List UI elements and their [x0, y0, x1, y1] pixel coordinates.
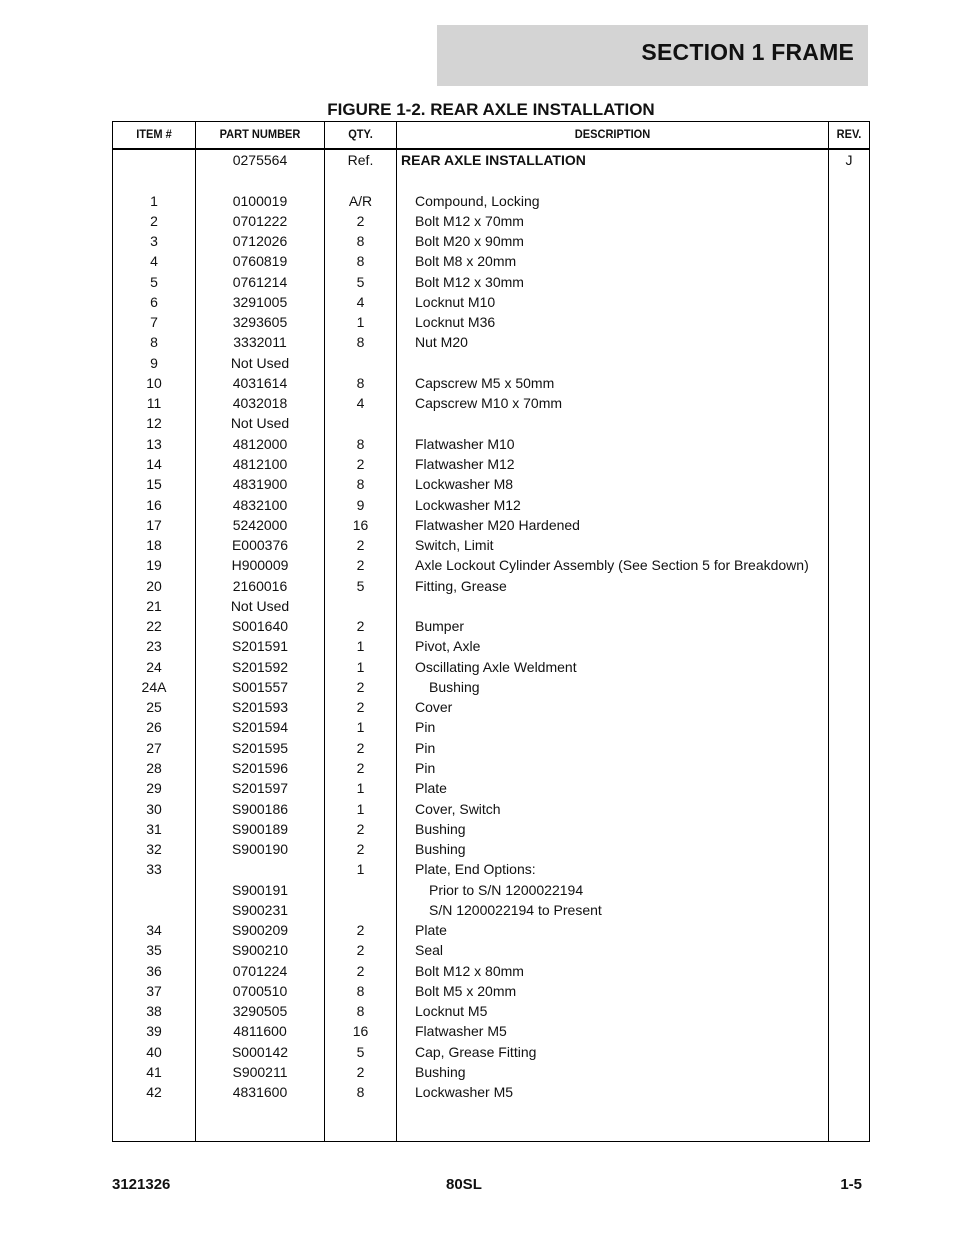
description-cell: Pin: [415, 719, 436, 736]
table-row: [113, 758, 869, 778]
description-cell: Capscrew M5 x 50mm: [415, 374, 555, 391]
item-cell: 11: [146, 395, 162, 412]
table-row: [113, 454, 869, 474]
table-row: [113, 312, 869, 332]
part-number-cell: S900211: [232, 1063, 288, 1080]
qty-cell: 2: [356, 557, 365, 574]
table-row: [113, 799, 869, 819]
qty-cell: 2: [356, 1063, 365, 1080]
qty-cell: 1: [356, 638, 365, 655]
item-cell: 24: [146, 658, 162, 675]
item-cell: 34: [146, 922, 162, 939]
item-cell: 35: [146, 942, 162, 959]
item-cell: 32: [146, 841, 162, 858]
item-cell: 7: [150, 314, 158, 331]
description-cell: Locknut M10: [415, 293, 496, 310]
table-row: [113, 961, 869, 981]
qty-cell: 4: [356, 293, 365, 310]
qty-cell: 8: [356, 334, 365, 351]
item-cell: 14: [146, 455, 162, 472]
qty-cell: 2: [356, 618, 365, 635]
description-cell: Flatwasher M12: [415, 455, 515, 472]
part-number-cell: E000376: [231, 537, 289, 554]
description-cell: Bushing: [429, 678, 480, 695]
table-row: [113, 839, 869, 859]
qty-cell: Ref.: [347, 152, 374, 168]
qty-cell: 2: [356, 759, 365, 776]
description-cell: Capscrew M10 x 70mm: [415, 395, 563, 412]
part-number-cell: S900210: [231, 942, 289, 959]
table-row: [113, 576, 869, 596]
part-number-cell: 4812100: [232, 455, 288, 472]
table-row: [113, 1062, 869, 1082]
description-cell: S/N 1200022194 to Present: [429, 901, 602, 918]
table-row: [113, 515, 869, 535]
part-number-cell: Not Used: [230, 354, 290, 371]
table-body: [113, 150, 869, 1102]
description-cell: Bushing: [415, 841, 466, 858]
qty-cell: 2: [356, 699, 365, 716]
part-number-cell: 0760819: [232, 253, 288, 270]
table-row: [113, 555, 869, 575]
item-cell: 38: [146, 1003, 162, 1020]
description-cell: Bolt M20 x 90mm: [415, 233, 524, 250]
qty-cell: 8: [356, 253, 365, 270]
part-number-cell: S900190: [231, 841, 289, 858]
table-row: [113, 900, 869, 920]
table-row: [113, 636, 869, 656]
table-row: [113, 474, 869, 494]
item-cell: 26: [146, 719, 162, 736]
item-cell: 29: [146, 780, 162, 797]
table-row: [113, 373, 869, 393]
part-number-cell: S201592: [231, 658, 289, 675]
description-cell: Lockwasher M8: [415, 476, 514, 493]
part-number-cell: 4031614: [232, 374, 288, 391]
description-cell: Pin: [415, 739, 436, 756]
qty-cell: 1: [356, 719, 365, 736]
item-cell: 40: [146, 1043, 162, 1060]
item-cell: 39: [146, 1023, 162, 1040]
description-cell: Axle Lockout Cylinder Assembly (See Section 5 for Breakdown): [415, 557, 809, 574]
description-cell: Lockwasher M5: [415, 1084, 514, 1101]
item-cell: 28: [146, 759, 162, 776]
table-row: [113, 657, 869, 677]
qty-cell: 8: [356, 1084, 365, 1101]
qty-cell: 8: [356, 435, 365, 452]
item-cell: 17: [146, 516, 162, 533]
table-row: [113, 191, 869, 211]
part-number-cell: 4832100: [232, 496, 288, 513]
description-cell: Bolt M12 x 70mm: [415, 212, 524, 229]
item-cell: 10: [146, 374, 162, 391]
description-cell: Bolt M12 x 30mm: [415, 273, 524, 290]
description-cell: Flatwasher M10: [415, 435, 515, 452]
table-row: [113, 1042, 869, 1062]
item-cell: 6: [150, 293, 158, 310]
table-row: [113, 434, 869, 454]
qty-cell: 2: [356, 962, 365, 979]
part-number-cell: S201595: [231, 739, 289, 756]
description-cell: Cover: [415, 699, 453, 716]
qty-cell: 2: [356, 820, 365, 837]
footer-page-number: 1-5: [840, 1176, 862, 1193]
qty-cell: 4: [356, 395, 365, 412]
description-cell: Oscillating Axle Weldment: [415, 658, 577, 675]
item-cell: 31: [146, 820, 162, 837]
table-row: [113, 717, 869, 737]
description-cell: REAR AXLE INSTALLATION: [401, 152, 586, 168]
qty-cell: 2: [356, 678, 365, 695]
part-number-cell: S900191: [231, 881, 289, 898]
part-number-cell: 2160016: [232, 577, 288, 594]
description-cell: Bolt M12 x 80mm: [415, 962, 524, 979]
section-header-title: SECTION 1 FRAME: [641, 39, 854, 65]
item-cell: 13: [146, 435, 162, 452]
item-cell: 22: [146, 618, 162, 635]
table-row: [113, 393, 869, 413]
description-cell: Cover, Switch: [415, 800, 501, 817]
qty-cell: 1: [356, 800, 365, 817]
part-number-cell: 3291005: [232, 293, 288, 310]
qty-cell: 2: [356, 537, 365, 554]
qty-cell: 8: [356, 1003, 365, 1020]
part-number-cell: S201596: [231, 759, 289, 776]
item-cell: 25: [146, 699, 162, 716]
description-cell: Bumper: [415, 618, 465, 635]
item-cell: 1: [150, 192, 158, 209]
item-cell: 18: [146, 537, 162, 554]
table-row: [113, 292, 869, 312]
part-number-cell: S900231: [231, 901, 289, 918]
table-row: [113, 940, 869, 960]
table-row: [113, 859, 869, 879]
part-number-cell: 5242000: [232, 516, 288, 533]
table-row: [113, 272, 869, 292]
description-cell: Bolt M5 x 20mm: [415, 982, 517, 999]
item-cell: 33: [146, 861, 162, 878]
qty-cell: 5: [356, 273, 365, 290]
description-cell: Pivot, Axle: [415, 638, 481, 655]
part-number-cell: S000142: [231, 1043, 289, 1060]
table-row: [113, 677, 869, 697]
item-cell: 12: [146, 415, 162, 432]
footer-model: 80SL: [446, 1176, 482, 1193]
part-number-cell: S201593: [231, 699, 289, 716]
table-row: [113, 353, 869, 373]
part-number-cell: 0712026: [232, 233, 288, 250]
qty-cell: A/R: [348, 192, 373, 209]
footer-doc-number: 3121326: [112, 1176, 171, 1193]
qty-cell: 2: [356, 455, 365, 472]
item-cell: 9: [150, 354, 158, 371]
description-cell: Compound, Locking: [415, 192, 540, 209]
table-row: [113, 819, 869, 839]
qty-cell: 8: [356, 374, 365, 391]
table-row: [113, 596, 869, 616]
table-row: [113, 231, 869, 251]
part-number-cell: S001640: [231, 618, 289, 635]
table-row: [113, 332, 869, 352]
item-cell: 2: [150, 212, 158, 229]
description-cell: Seal: [415, 942, 444, 959]
part-number-cell: 4032018: [232, 395, 288, 412]
item-cell: 19: [146, 557, 162, 574]
table-row: [113, 495, 869, 515]
table-row: [113, 1001, 869, 1021]
qty-cell: 1: [356, 314, 365, 331]
part-number-cell: S900189: [231, 820, 289, 837]
qty-cell: 16: [352, 1023, 369, 1040]
figure-title: FIGURE 1-2. REAR AXLE INSTALLATION: [327, 100, 655, 119]
table-row: [113, 251, 869, 271]
qty-cell: 9: [356, 496, 365, 513]
part-number-cell: 0701222: [232, 212, 288, 229]
qty-cell: 5: [356, 1043, 365, 1060]
table-row: [113, 211, 869, 231]
description-cell: Fitting, Grease: [415, 577, 507, 594]
part-number-cell: S900186: [231, 800, 289, 817]
part-number-cell: 4812000: [232, 435, 288, 452]
description-cell: Lockwasher M12: [415, 496, 521, 513]
part-number-cell: 0761214: [232, 273, 288, 290]
page-footer: [112, 1176, 862, 1196]
qty-cell: 8: [356, 233, 365, 250]
qty-cell: 16: [352, 516, 369, 533]
header-qty: QTY.: [348, 127, 373, 141]
part-number-cell: 4811600: [233, 1023, 287, 1040]
item-cell: 42: [146, 1084, 162, 1101]
description-cell: Cap, Grease Fitting: [415, 1043, 537, 1060]
qty-cell: 2: [356, 739, 365, 756]
description-cell: Flatwasher M5: [415, 1023, 507, 1040]
part-number-cell: 0701224: [232, 962, 288, 979]
table-row: [113, 778, 869, 798]
qty-cell: 2: [356, 841, 365, 858]
description-cell: Plate: [415, 922, 447, 939]
qty-cell: 5: [356, 577, 365, 594]
table-row: [113, 920, 869, 940]
header-item: ITEM #: [136, 127, 172, 141]
table-row: [113, 738, 869, 758]
item-cell: 21: [146, 597, 162, 614]
description-cell: Nut M20: [415, 334, 468, 351]
description-cell: Switch, Limit: [415, 537, 494, 554]
header-rev: REV.: [836, 127, 862, 141]
qty-cell: 1: [356, 780, 365, 797]
item-cell: 20: [146, 577, 162, 594]
table-row: [113, 413, 869, 433]
part-number-cell: 3293605: [232, 314, 288, 331]
description-cell: Locknut M36: [415, 314, 496, 331]
table-row: [113, 1082, 869, 1102]
item-cell: 8: [150, 334, 158, 351]
table-row: [113, 150, 869, 170]
item-cell: 30: [146, 800, 162, 817]
description-cell: Plate, End Options:: [415, 861, 536, 878]
part-number-cell: 3290505: [232, 1003, 288, 1020]
qty-cell: 2: [356, 942, 365, 959]
part-number-cell: H900009: [231, 557, 289, 574]
part-number-cell: Not Used: [230, 415, 290, 432]
part-number-cell: S900209: [231, 922, 289, 939]
table-row: [113, 697, 869, 717]
item-cell: 15: [146, 476, 162, 493]
qty-cell: 2: [356, 212, 365, 229]
qty-cell: 1: [356, 658, 365, 675]
description-cell: Flatwasher M20 Hardened: [415, 516, 580, 533]
item-cell: 41: [146, 1063, 162, 1080]
table-row: [113, 616, 869, 636]
item-cell: 4: [150, 253, 158, 270]
item-cell: 16: [146, 496, 162, 513]
part-number-cell: 0700510: [232, 982, 288, 999]
item-cell: 3: [150, 233, 158, 250]
table-row: [113, 880, 869, 900]
table-row: [113, 1021, 869, 1041]
part-number-cell: 0275564: [232, 152, 288, 168]
part-number-cell: S201594: [231, 719, 289, 736]
description-cell: Bushing: [415, 1063, 466, 1080]
description-cell: Pin: [415, 759, 436, 776]
part-number-cell: S201597: [231, 780, 289, 797]
part-number-cell: 0100019: [232, 192, 288, 209]
table-row: [113, 170, 869, 190]
qty-cell: 8: [356, 476, 365, 493]
description-cell: Plate: [415, 780, 447, 797]
item-cell: 5: [150, 273, 158, 290]
description-cell: Locknut M5: [415, 1003, 488, 1020]
parts-table: [112, 121, 870, 1142]
section-header-banner: [437, 25, 868, 86]
qty-cell: 2: [356, 922, 365, 939]
item-cell: 24A: [141, 678, 167, 695]
part-number-cell: S201591: [231, 638, 289, 655]
rev-cell: J: [845, 152, 853, 168]
item-cell: 23: [146, 638, 162, 655]
part-number-cell: Not Used: [230, 597, 290, 614]
part-number-cell: 3332011: [233, 334, 287, 351]
table-header-row: [113, 122, 869, 150]
description-cell: Prior to S/N 1200022194: [429, 881, 584, 898]
item-cell: 37: [146, 982, 162, 999]
header-part-number: PART NUMBER: [219, 127, 301, 141]
part-number-cell: S001557: [231, 678, 289, 695]
description-cell: Bolt M8 x 20mm: [415, 253, 517, 270]
description-cell: Bushing: [415, 820, 466, 837]
item-cell: 27: [146, 739, 162, 756]
qty-cell: 8: [356, 982, 365, 999]
table-row: [113, 981, 869, 1001]
qty-cell: 1: [356, 861, 365, 878]
part-number-cell: 4831900: [232, 476, 288, 493]
item-cell: 36: [146, 962, 162, 979]
part-number-cell: 4831600: [232, 1084, 288, 1101]
header-description: DESCRIPTION: [574, 127, 651, 141]
table-row: [113, 535, 869, 555]
